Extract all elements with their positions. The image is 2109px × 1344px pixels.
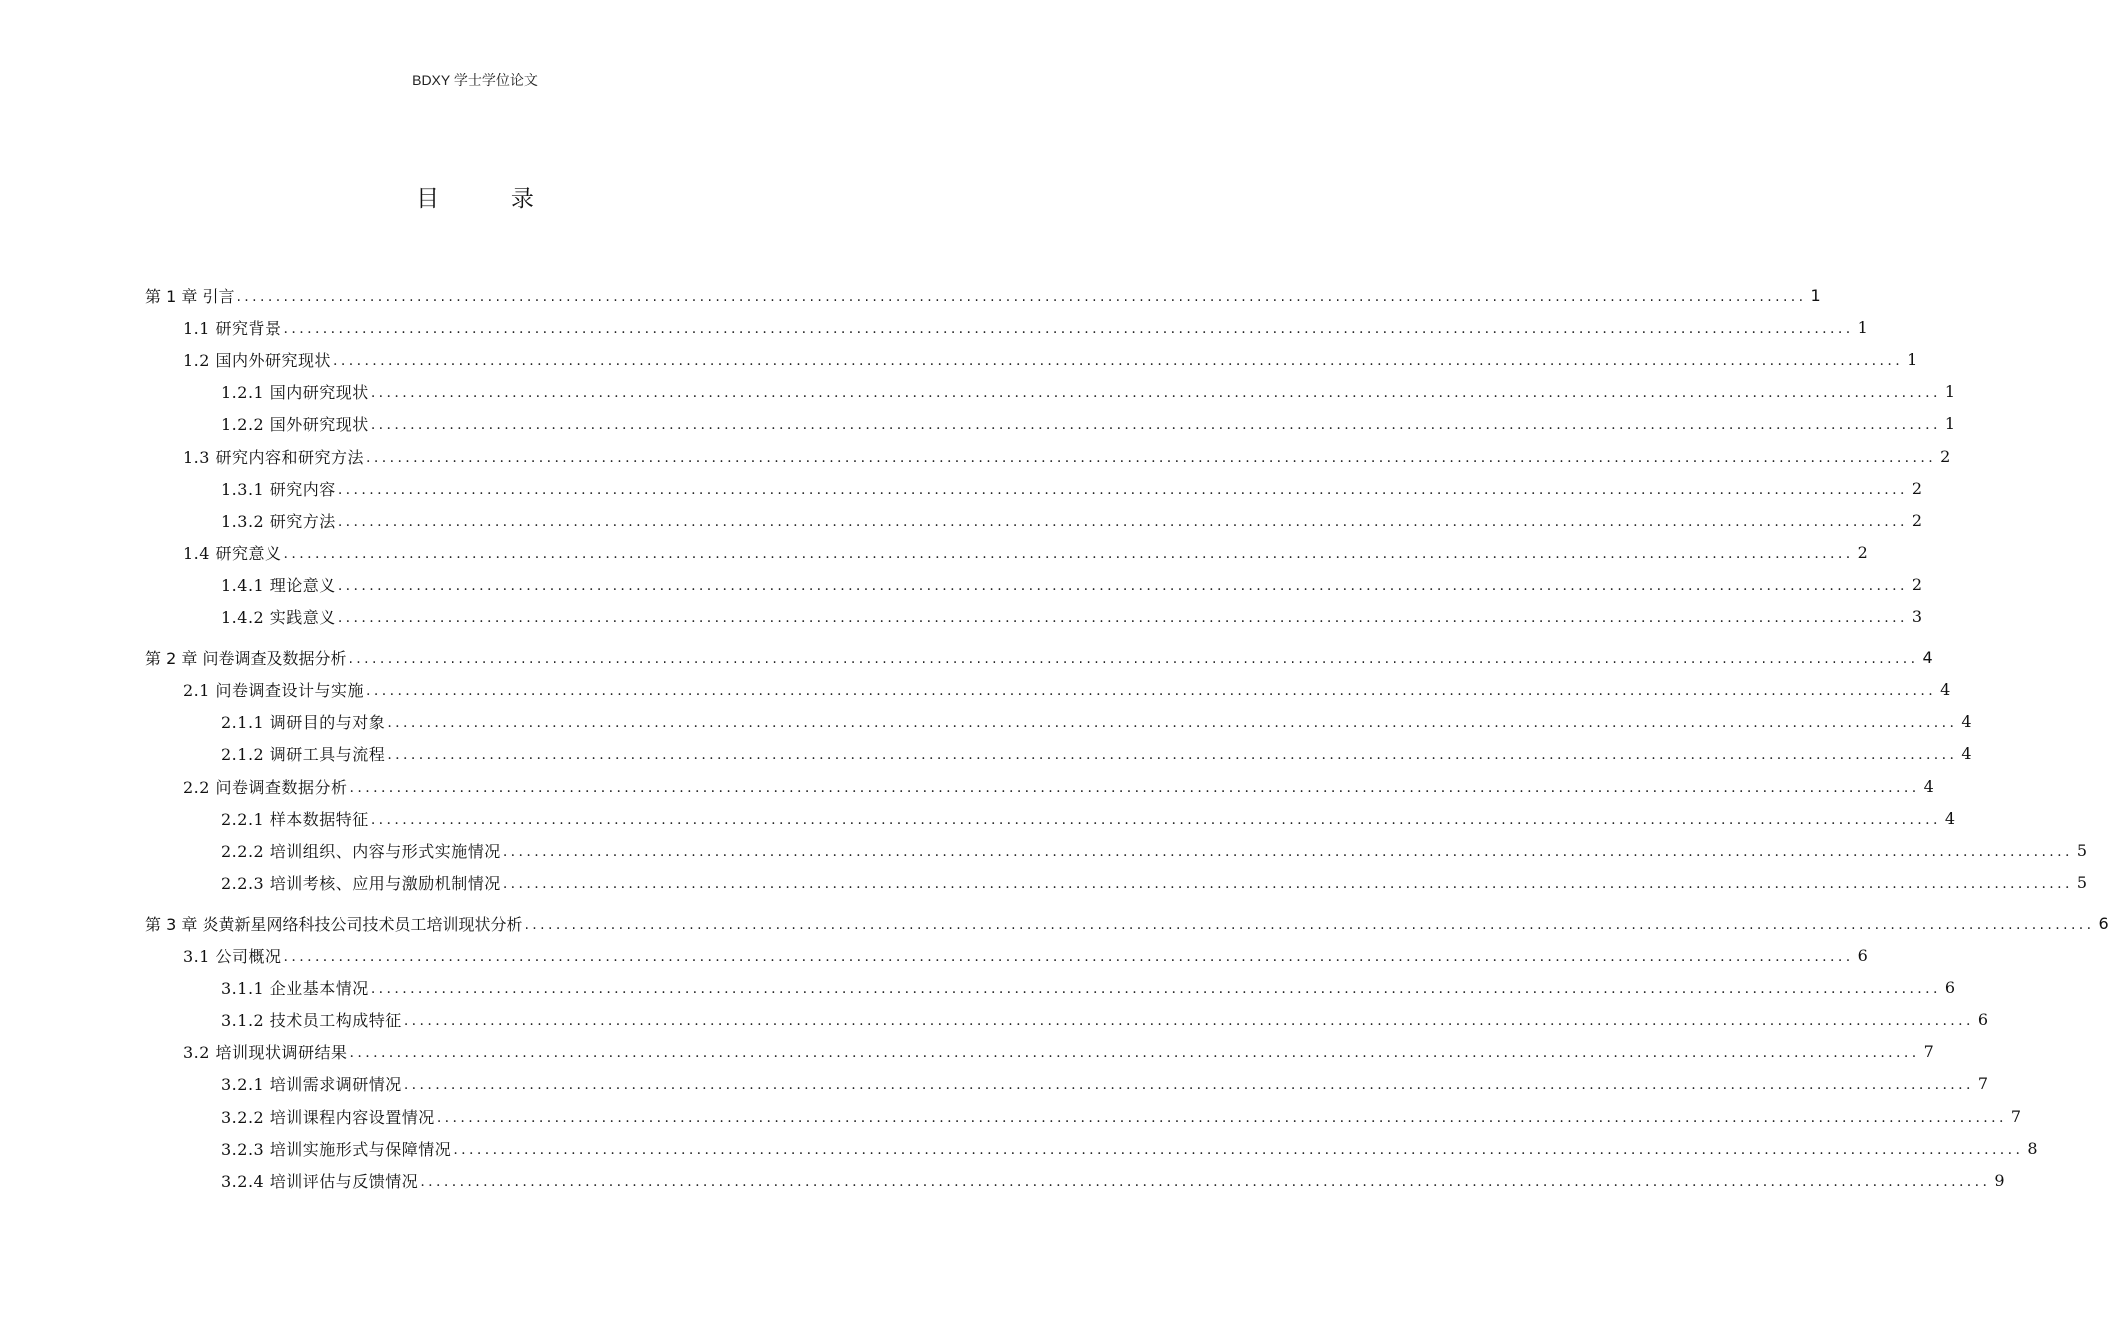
toc-page-number: 9 [1994,1170,2005,1190]
toc-section-entry[interactable] [0,343,1918,375]
toc-page-number: 2 [1940,446,1951,466]
toc-entry-title: 1.3 研究内容和研究方法 [183,447,365,467]
toc-page-number: 4 [1922,647,1933,667]
toc-leader-dots: ........................................................................................................................................................................................................ [236,289,1807,305]
toc-leader-dots: ........................................................................................................................................................................................................ [348,651,1919,667]
toc-entry-title: 3.1.1 企业基本情况 [221,978,369,998]
toc-page-number: 1 [1857,317,1868,337]
toc-entry-title: 第 1 章 引言 [145,286,235,306]
toc-leader-dots: ........................................................................................................................................................................................................ [349,1045,1920,1061]
toc-entry-title: 2.1.1 调研目的与对象 [221,712,386,732]
toc-page-number: 5 [2076,872,2088,892]
toc-leader-dots: ........................................................................................................................................................................................................ [387,715,1958,731]
toc-section-entry[interactable] [0,705,1972,737]
toc-leader-dots: ........................................................................................................................................................................................................ [453,1142,2024,1158]
toc-section-entry[interactable] [0,1100,2022,1132]
toc-page-number: 1 [1944,413,1956,433]
toc-page-number: 2 [1857,542,1868,562]
toc-section-entry[interactable] [0,375,1956,407]
toc-section-entry[interactable] [0,311,1868,343]
toc-leader-dots: ........................................................................................................................................................................................................ [370,385,1941,401]
toc-leader-dots: ........................................................................................................................................................................................................ [337,482,1908,498]
toc-page-number: 3 [1911,606,1923,626]
toc-section-entry[interactable] [0,1067,1989,1099]
toc-entry-title: 第 3 章 炎黄新星网络科技公司技术员工培训现状分析 [145,914,523,934]
toc-entry-title: 3.1 公司概况 [183,946,282,966]
toc-entry-title: 1.2 国内外研究现状 [183,350,332,370]
toc-entry-title: 3.1.2 技术员工构成特征 [221,1010,402,1030]
toc-page-number: 2 [1911,510,1923,530]
toc-section-entry[interactable] [0,1003,1989,1035]
toc-leader-dots: ........................................................................................................................................................................................................ [370,417,1941,433]
toc-leader-dots: ........................................................................................................................................................................................................ [333,353,1904,369]
toc-page-number: 4 [1940,679,1951,699]
toc-section-entry[interactable] [0,472,1923,504]
toc-entry-title: 1.3.1 研究内容 [221,479,336,499]
toc-chapter-entry[interactable] [0,641,1933,673]
toc-entry-title: 2.1 问卷调查设计与实施 [183,680,365,700]
toc-page-number: 7 [2010,1106,2022,1126]
toc-page-number: 6 [1944,977,1956,997]
toc-entry-title: 3.2 培训现状调研结果 [183,1042,348,1062]
toc-section-entry[interactable] [0,866,2088,898]
toc-leader-dots: ........................................................................................................................................................................................................ [349,780,1920,796]
toc-chapter-entry[interactable] [0,907,2109,939]
running-header: BDXY 学士学位论文 [412,72,538,88]
toc-section-entry[interactable] [0,407,1956,439]
toc-entry-title: 3.2.3 培训实施形式与保障情况 [221,1139,452,1159]
toc-entry-title: 1.1 研究背景 [183,318,282,338]
toc-section-entry[interactable] [0,971,1956,1003]
toc-leader-dots: ........................................................................................................................................................................................................ [337,514,1908,530]
toc-page-number: 4 [1923,776,1934,796]
toc-leader-dots: ........................................................................................................................................................................................................ [337,610,1908,626]
toc-entry-title: 1.3.2 研究方法 [221,511,336,531]
toc-leader-dots: ........................................................................................................................................................................................................ [403,1077,1974,1093]
toc-entry-title: 1.4 研究意义 [183,543,282,563]
toc-section-entry[interactable] [0,673,1951,705]
toc-section-entry[interactable] [0,834,2088,866]
toc-page-number: 1 [1907,349,1918,369]
toc-section-entry[interactable] [0,440,1951,472]
toc-leader-dots: ........................................................................................................................................................................................................ [436,1110,2007,1126]
toc-leader-dots: ........................................................................................................................................................................................................ [524,917,2095,933]
toc-page-number: 5 [2076,840,2088,860]
toc-page-number: 2 [1911,478,1923,498]
toc-section-entry[interactable] [0,802,1956,834]
toc-entry-title: 2.1.2 调研工具与流程 [221,744,386,764]
toc-leader-dots: ........................................................................................................................................................................................................ [283,546,1854,562]
toc-section-entry[interactable] [0,737,1972,769]
toc-page-number: 1 [1944,381,1956,401]
toc-section-entry[interactable] [0,939,1868,971]
toc-entry-title: 2.2 问卷调查数据分析 [183,777,348,797]
toc-page-number: 1 [1810,285,1821,305]
toc-entry-title: 1.4.1 理论意义 [221,575,336,595]
toc-leader-dots: ........................................................................................................................................................................................................ [403,1013,1974,1029]
toc-section-entry[interactable] [0,600,1923,632]
toc-page-number: 6 [1977,1009,1989,1029]
toc-page-number: 6 [1857,945,1868,965]
toc-section-entry[interactable] [0,1132,2038,1164]
toc-section-entry[interactable] [0,1164,2005,1196]
toc-page-number: 6 [2098,913,2109,933]
toc-page-number: 7 [1923,1041,1934,1061]
toc-leader-dots: ........................................................................................................................................................................................................ [337,578,1908,594]
toc-page-number: 4 [1961,743,1972,763]
toc-entry-title: 1.2.1 国内研究现状 [221,382,369,402]
toc-page-number: 7 [1977,1073,1989,1093]
toc-leader-dots: ........................................................................................................................................................................................................ [366,683,1937,699]
toc-page-number: 2 [1911,574,1923,594]
toc-leader-dots: ........................................................................................................................................................................................................ [420,1174,1991,1190]
toc-section-entry[interactable] [0,504,1923,536]
toc-page-number: 8 [2027,1138,2038,1158]
toc-entry-title: 2.2.3 培训考核、应用与激励机制情况 [221,873,501,893]
toc-leader-dots: ........................................................................................................................................................................................................ [502,876,2073,892]
toc-leader-dots: ........................................................................................................................................................................................................ [502,844,2073,860]
toc-entry-title: 3.2.4 培训评估与反馈情况 [221,1171,419,1191]
toc-entry-title: 2.2.1 样本数据特征 [221,809,369,829]
toc-leader-dots: ........................................................................................................................................................................................................ [370,981,1941,997]
toc-leader-dots: ........................................................................................................................................................................................................ [283,949,1854,965]
toc-section-entry[interactable] [0,536,1868,568]
toc-chapter-entry[interactable] [0,279,1821,311]
toc-section-entry[interactable] [0,770,1934,802]
toc-leader-dots: ........................................................................................................................................................................................................ [366,450,1937,466]
toc-section-entry[interactable] [0,1035,1934,1067]
toc-entry-title: 1.4.2 实践意义 [221,607,336,627]
toc-page-number: 4 [1944,808,1956,828]
toc-leader-dots: ........................................................................................................................................................................................................ [387,747,1958,763]
toc-entry-title: 3.2.1 培训需求调研情况 [221,1074,402,1094]
toc-entry-title: 1.2.2 国外研究现状 [221,414,369,434]
toc-entry-title: 3.2.2 培训课程内容设置情况 [221,1107,435,1127]
page-title: 目 录 [416,186,567,212]
toc-leader-dots: ........................................................................................................................................................................................................ [283,321,1854,337]
toc-page-number: 4 [1961,711,1972,731]
toc-entry-title: 第 2 章 问卷调查及数据分析 [145,648,347,668]
toc-section-entry[interactable] [0,568,1923,600]
toc-leader-dots: ........................................................................................................................................................................................................ [370,812,1941,828]
toc-entry-title: 2.2.2 培训组织、内容与形式实施情况 [221,841,501,861]
